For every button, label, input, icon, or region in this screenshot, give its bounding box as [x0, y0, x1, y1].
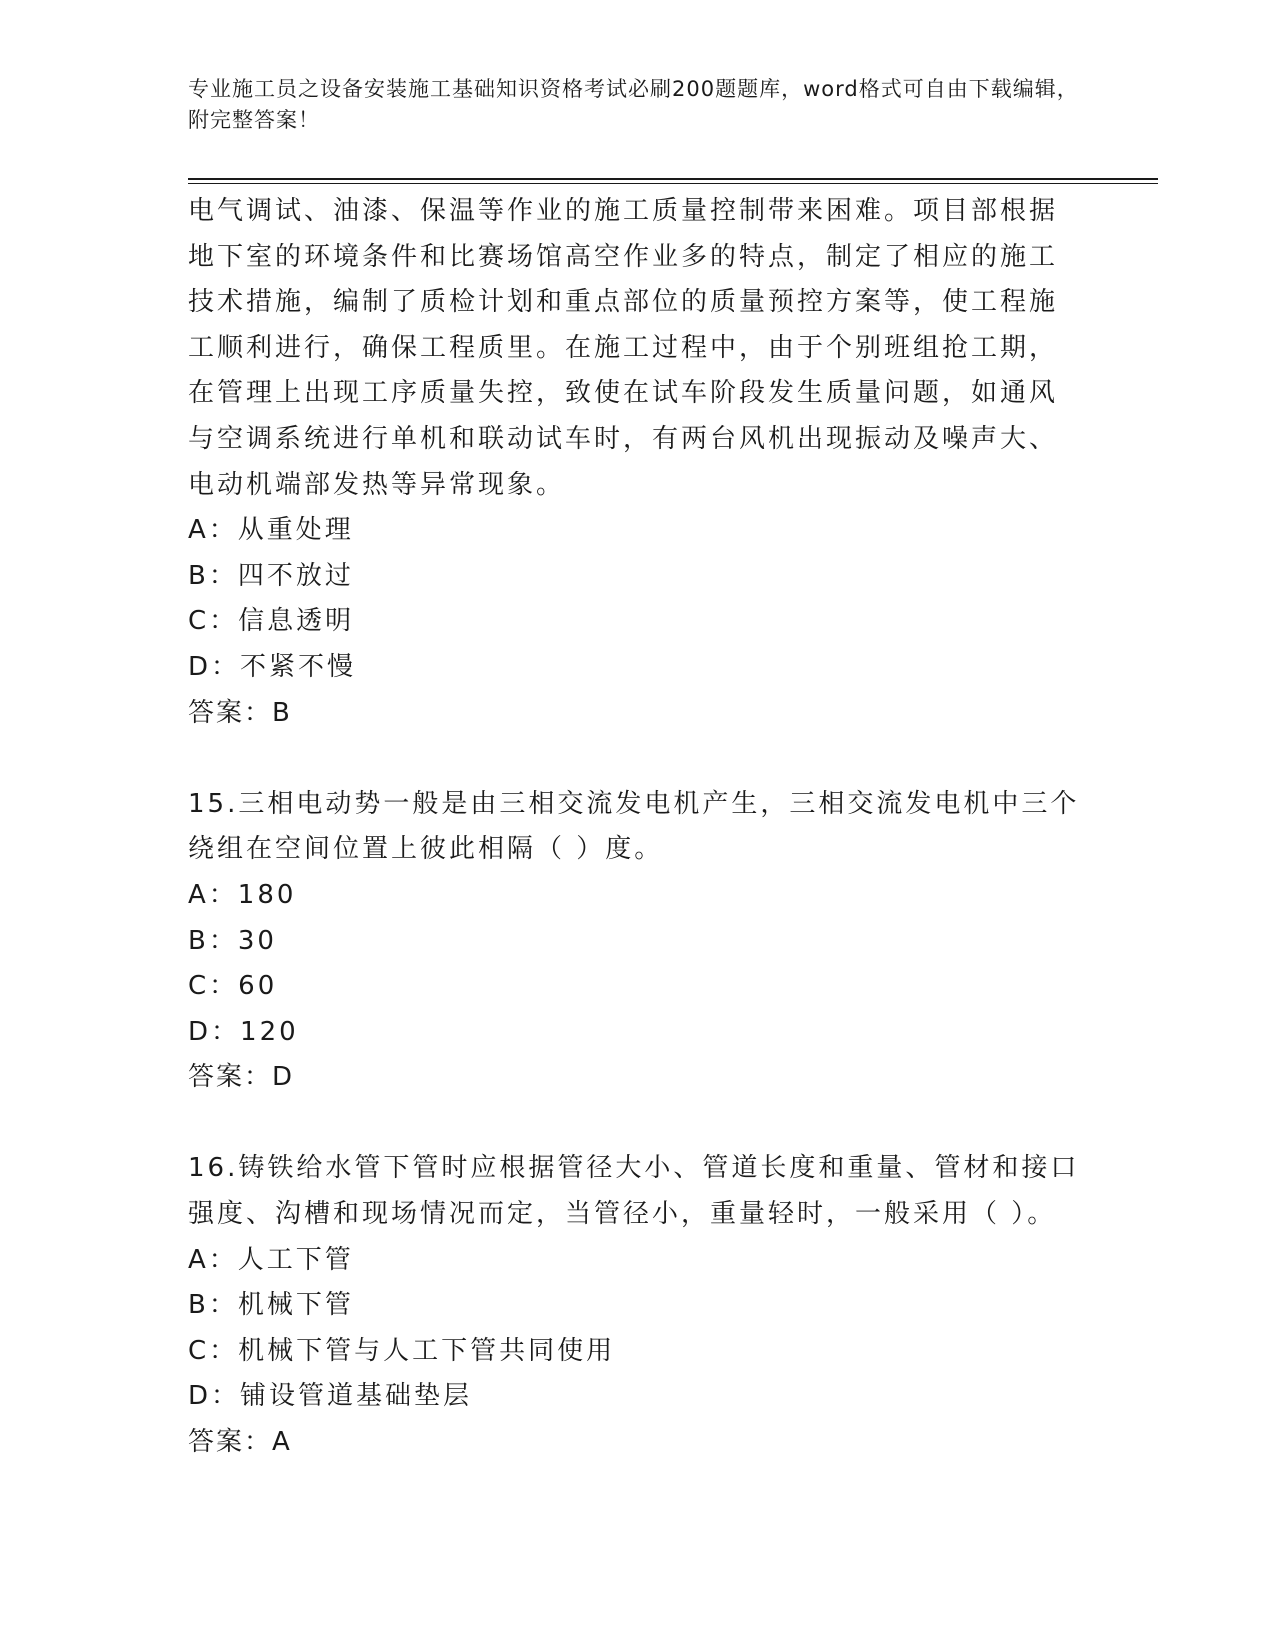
option-b: B：30	[188, 925, 277, 956]
question-text-line: 电动机端部发热等异常现象。	[188, 469, 566, 500]
answer-line: 答案：D	[188, 1062, 295, 1093]
option-d: D：120	[188, 1016, 299, 1047]
option-c: C：机械下管与人工下管共同使用	[188, 1335, 616, 1366]
option-a: A：人工下管	[188, 1244, 354, 1275]
question-block-previous	[188, 189, 1088, 736]
answer-line: 答案：A	[188, 1427, 292, 1458]
question-text-line: 工顺利进行，确保工程质里。在施工过程中，由于个别班组抢工期，	[188, 332, 1059, 363]
answer-line: 答案：B	[188, 697, 292, 728]
question-text-line: 15.三相电动势一般是由三相交流发电机产生，三相交流发电机中三个	[188, 788, 1080, 819]
option-b: B：机械下管	[188, 1290, 354, 1321]
spacer	[188, 1101, 1088, 1147]
option-b: B：四不放过	[188, 560, 354, 591]
question-block-15	[188, 782, 1088, 1101]
option-a: A：从重处理	[188, 515, 354, 546]
question-text-line: 技术措施，编制了质检计划和重点部位的质量预控方案等，使工程施	[188, 287, 1059, 318]
document-body	[188, 189, 1088, 1466]
question-text-line: 在管理上出现工序质量失控，致使在试车阶段发生质量问题，如通风	[188, 378, 1059, 409]
header-divider-thin	[188, 183, 1158, 184]
option-d: D：不紧不慢	[188, 651, 357, 682]
question-text-line: 强度、沟槽和现场情况而定，当管径小，重量轻时，一般采用（ ）。	[188, 1199, 1057, 1230]
option-a: A：180	[188, 879, 297, 910]
question-text-line: 与空调系统进行单机和联动试车时，有两台风机出现振动及噪声大、	[188, 423, 1059, 454]
question-text-line: 电气调试、油漆、保温等作业的施工质量控制带来困难。项目部根据	[188, 196, 1059, 226]
header-divider-thick	[188, 178, 1158, 180]
question-block-16	[188, 1146, 1088, 1465]
question-text-line: 地下室的环境条件和比赛场馆高空作业多的特点，制定了相应的施工	[188, 241, 1059, 272]
question-text-line: 16.铸铁给水管下管时应根据管径大小、管道长度和重量、管材和接口	[188, 1153, 1080, 1184]
option-c: C：60	[188, 971, 278, 1002]
question-text-line: 绕组在空间位置上彼此相隔（ ）度。	[188, 834, 664, 865]
option-c: C：信息透明	[188, 606, 355, 637]
spacer	[188, 736, 1088, 782]
document-header: 专业施工员之设备安装施工基础知识资格考试必刷200题题库，word格式可自由下载编辑，附完整答案！	[188, 77, 1079, 132]
option-d: D：铺设管道基础垫层	[188, 1381, 473, 1412]
